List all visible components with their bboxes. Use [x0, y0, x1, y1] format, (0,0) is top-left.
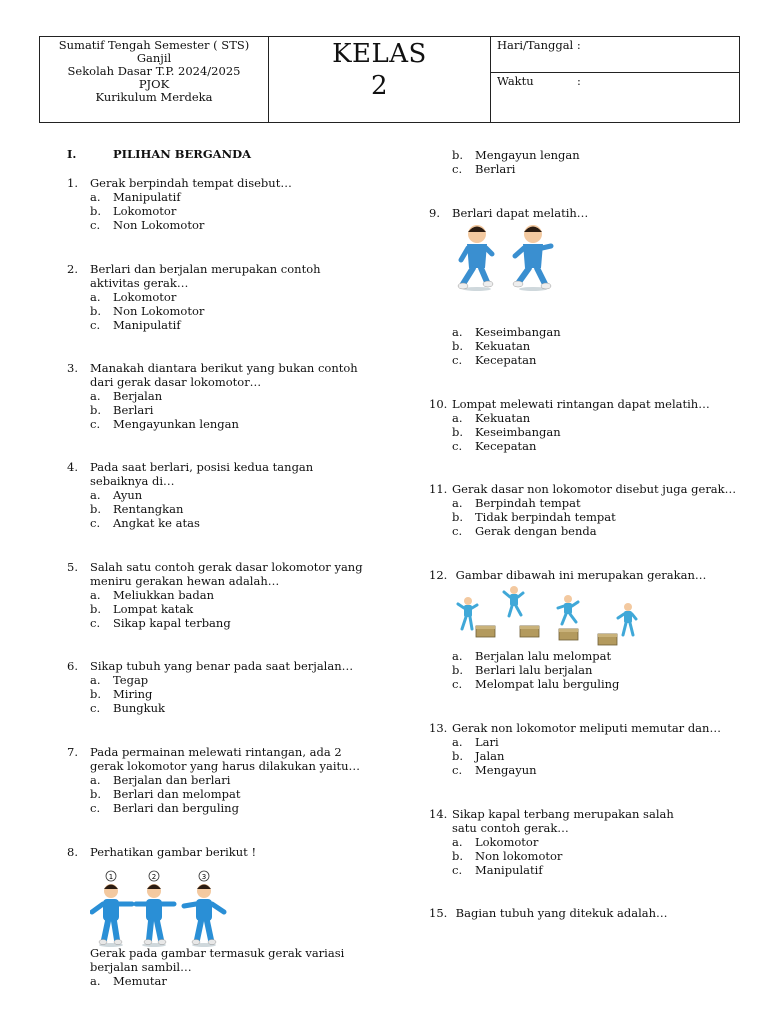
option-b[interactable]	[90, 687, 367, 701]
option-a[interactable]	[90, 773, 367, 787]
question-15	[429, 906, 729, 920]
question-text: Gambar dibawah ini merupakan gerakan…	[452, 568, 707, 582]
option-letter: b.	[90, 687, 102, 701]
question-text: Gerak berpindah tempat disebut…	[90, 176, 292, 190]
option-text: Mengayunkan lengan	[113, 417, 239, 431]
question-text: Gerak pada gambar termasuk gerak variasi berjalan sambil…	[90, 946, 345, 974]
option-text: Lokomotor	[113, 204, 177, 218]
option-text: Tegap	[113, 673, 149, 687]
option-b[interactable]	[452, 510, 739, 524]
question-1	[67, 176, 367, 232]
option-a[interactable]	[90, 290, 367, 304]
option-letter: b.	[90, 403, 102, 417]
option-text: Angkat ke atas	[113, 516, 200, 530]
figure-label-1	[106, 871, 116, 881]
question-11	[429, 482, 739, 538]
option-letter: b.	[452, 849, 464, 863]
option-a[interactable]	[90, 488, 367, 502]
option-text: Lokomotor	[113, 290, 177, 304]
option-text: Berjalan lalu melompat	[475, 649, 612, 663]
option-text: Mengayun lengan	[475, 148, 580, 162]
child-figure-2	[136, 884, 174, 947]
option-text: Tidak berpindah tempat	[475, 510, 616, 524]
date-time-cell	[491, 37, 739, 122]
option-text: Berpindah tempat	[475, 496, 581, 510]
option-letter: b.	[90, 204, 102, 218]
question-number: 13.	[429, 721, 448, 735]
option-text: Lokomotor	[475, 835, 539, 849]
question-text: Gerak dasar non lokomotor disebut juga gerak…	[452, 482, 737, 496]
class-number: 2	[370, 71, 389, 101]
semester-line: Ganjil	[136, 51, 172, 65]
option-c[interactable]	[452, 353, 561, 367]
option-c[interactable]	[90, 218, 367, 232]
option-text: Lompat katak	[113, 602, 194, 616]
section-heading	[67, 147, 251, 161]
option-text: Berlari	[113, 403, 154, 417]
question-number: 4.	[67, 460, 78, 474]
option-a[interactable]	[452, 735, 729, 749]
question-text: Gerak non lokomotor meliputi memutar dan…	[452, 721, 721, 735]
option-letter: b.	[90, 502, 102, 516]
option-c[interactable]	[90, 516, 367, 530]
option-letter: b.	[452, 339, 464, 353]
option-letter: b.	[452, 510, 464, 524]
option-letter: c.	[452, 524, 463, 538]
question-7	[67, 745, 367, 815]
question-number: 14.	[429, 807, 448, 821]
option-letter: a.	[90, 974, 101, 988]
question-number: 9.	[429, 206, 440, 220]
option-letter: c.	[90, 616, 101, 630]
question-number: 15.	[429, 906, 448, 920]
question-text: Pada saat berlari, posisi kedua tangan sebaiknya di…	[90, 460, 314, 488]
option-letter: c.	[90, 218, 101, 232]
option-c[interactable]	[90, 801, 367, 815]
time-field[interactable]	[491, 73, 739, 89]
time-colon: :	[577, 74, 581, 88]
option-letter: b.	[90, 304, 102, 318]
jumping-boxes-image	[452, 584, 642, 648]
option-letter: a.	[90, 588, 101, 602]
running-child-1	[458, 225, 493, 291]
option-letter: c.	[452, 439, 463, 453]
question-6	[67, 659, 367, 715]
question-text: Salah satu contoh gerak dasar lokomotor yang meniru gerakan hewan adalah…	[90, 560, 363, 588]
option-text: Lari	[475, 735, 499, 749]
question-text: Sikap tubuh yang benar pada saat berjalan…	[90, 659, 354, 673]
child-figure-3	[184, 884, 224, 947]
question-5	[67, 560, 367, 630]
option-text: Non Lokomotor	[113, 304, 205, 318]
question-10	[429, 397, 729, 453]
option-letter: a.	[452, 735, 463, 749]
option-text: Berlari dan melompat	[113, 787, 241, 801]
question-number: 10.	[429, 397, 448, 411]
option-b[interactable]	[452, 339, 561, 353]
option-c[interactable]	[452, 162, 580, 176]
option-c[interactable]	[452, 439, 729, 453]
question-9-options	[452, 325, 561, 367]
jumping-child-3	[558, 595, 578, 624]
question-13	[429, 721, 729, 777]
option-letter: b.	[452, 749, 464, 763]
option-a[interactable]	[90, 190, 367, 204]
landing-child-4	[618, 603, 636, 635]
option-text: Kekuatan	[475, 339, 531, 353]
option-c[interactable]	[452, 763, 729, 777]
option-b[interactable]	[90, 602, 367, 616]
question-text: Berlari dapat melatih…	[452, 206, 589, 220]
question-number: 5.	[67, 560, 78, 574]
option-b[interactable]	[90, 403, 367, 417]
box-obstacle-4	[598, 634, 617, 645]
option-c[interactable]	[452, 863, 699, 877]
option-letter: b.	[452, 425, 464, 439]
date-field[interactable]	[491, 37, 739, 73]
jumping-child-2	[504, 586, 523, 616]
figure-label-text: 2	[151, 873, 157, 881]
option-letter: c.	[90, 417, 101, 431]
running-child-2	[513, 225, 551, 291]
question-text: Manakah diantara berikut yang bukan contoh dari gerak dasar lokomotor…	[90, 361, 358, 389]
option-letter: c.	[90, 516, 101, 530]
option-text: Meliukkan badan	[113, 588, 215, 602]
question-12-options	[452, 649, 619, 691]
question-3	[67, 361, 367, 431]
option-text: Manipulatif	[113, 318, 181, 332]
option-text: Berlari lalu berjalan	[475, 663, 593, 677]
option-text: Keseimbangan	[475, 425, 561, 439]
option-letter: a.	[452, 649, 463, 663]
option-c[interactable]	[452, 677, 619, 691]
figure-label-2	[149, 871, 159, 881]
date-label: Hari/Tanggal :	[497, 38, 581, 52]
box-obstacle-1	[476, 626, 495, 637]
question-number: 7.	[67, 745, 78, 759]
option-a[interactable]	[90, 673, 367, 687]
option-text: Keseimbangan	[475, 325, 561, 339]
exam-title-line: Sumatif Tengah Semester ( STS)	[58, 38, 250, 52]
option-b[interactable]	[90, 502, 367, 516]
option-letter: c.	[452, 763, 463, 777]
option-a[interactable]	[452, 325, 561, 339]
box-obstacle-2	[520, 626, 539, 637]
option-letter: c.	[90, 801, 101, 815]
option-text: Gerak dengan benda	[475, 524, 597, 538]
option-text: Jalan	[475, 749, 505, 763]
option-a[interactable]	[452, 649, 619, 663]
box-obstacle-3	[559, 629, 578, 640]
option-letter: c.	[452, 353, 463, 367]
option-text: Non Lokomotor	[113, 218, 205, 232]
question-text: Berlari dan berjalan merupakan contoh aktivitas gerak…	[90, 262, 321, 290]
question-8-options-continued	[452, 148, 580, 176]
option-letter: a.	[90, 290, 101, 304]
option-a[interactable]	[452, 496, 739, 510]
option-c[interactable]	[452, 524, 739, 538]
option-letter: b.	[90, 602, 102, 616]
school-year-line: Sekolah Dasar T.P. 2024/2025	[67, 64, 241, 78]
option-b[interactable]	[452, 749, 729, 763]
question-text: Perhatikan gambar berikut !	[90, 845, 257, 859]
option-a[interactable]	[90, 588, 367, 602]
class-cell	[269, 37, 491, 122]
option-text: Memutar	[113, 974, 167, 988]
question-number: 1.	[67, 176, 78, 190]
question-number: 2.	[67, 262, 78, 276]
question-14	[429, 807, 699, 877]
question-8-followup	[90, 946, 367, 974]
question-9	[429, 206, 729, 220]
jumping-child-1	[458, 597, 477, 629]
question-text: Pada permainan melewati rintangan, ada 2 gerak lokomotor yang harus dilakukan yaitu…	[90, 745, 361, 773]
option-letter: c.	[90, 701, 101, 715]
option-letter: a.	[90, 673, 101, 687]
option-letter: a.	[452, 835, 463, 849]
option-text: Berjalan	[113, 389, 163, 403]
option-text: Manipulatif	[475, 863, 543, 877]
option-letter: a.	[452, 496, 463, 510]
option-a[interactable]	[90, 389, 367, 403]
option-a[interactable]	[90, 974, 367, 988]
time-label: Waktu	[497, 74, 534, 88]
option-text: Bungkuk	[113, 701, 165, 715]
question-12	[429, 568, 729, 582]
option-letter: a.	[452, 325, 463, 339]
figure-label-3	[199, 871, 209, 881]
option-letter: b.	[452, 663, 464, 677]
option-letter: c.	[452, 863, 463, 877]
question-4	[67, 460, 367, 530]
section-title: PILIHAN BERGANDA	[113, 147, 251, 161]
option-b[interactable]	[90, 304, 367, 318]
question-number: 11.	[429, 482, 448, 496]
option-letter: a.	[90, 773, 101, 787]
exam-info-cell	[40, 37, 269, 122]
child-figure-1	[92, 884, 132, 947]
question-8	[67, 845, 367, 859]
section-number: I.	[67, 147, 77, 161]
option-c[interactable]	[90, 616, 367, 630]
figure-label-text: 1	[108, 873, 114, 881]
option-letter: c.	[452, 677, 463, 691]
curriculum-line: Kurikulum Merdeka	[95, 90, 213, 104]
option-letter: a.	[90, 389, 101, 403]
option-text: Ayun	[113, 488, 143, 502]
question-number: 3.	[67, 361, 78, 375]
option-c[interactable]	[90, 318, 367, 332]
option-letter: b.	[90, 787, 102, 801]
option-letter: a.	[90, 488, 101, 502]
question-2	[67, 262, 367, 332]
option-text: Kecepatan	[475, 439, 537, 453]
option-a[interactable]	[452, 835, 699, 849]
figure-label-text: 3	[201, 873, 207, 881]
question-number: 12.	[429, 568, 448, 582]
walking-figure-image	[90, 868, 240, 948]
option-text: Non lokomotor	[475, 849, 563, 863]
option-text: Berlari dan berguling	[113, 801, 239, 815]
option-b[interactable]	[452, 663, 619, 677]
option-text: Melompat lalu berguling	[475, 677, 620, 691]
option-b[interactable]	[452, 425, 729, 439]
option-text: Berjalan dan berlari	[113, 773, 231, 787]
question-text: Lompat melewati rintangan dapat melatih…	[452, 397, 710, 411]
option-text: Miring	[113, 687, 153, 701]
option-text: Manipulatif	[113, 190, 181, 204]
option-letter: b.	[452, 148, 464, 162]
question-8-continued	[67, 946, 367, 988]
question-number: 8.	[67, 845, 78, 859]
question-number: 6.	[67, 659, 78, 673]
question-text: Sikap kapal terbang merupakan salah satu contoh gerak…	[452, 807, 674, 835]
option-text: Kekuatan	[475, 411, 531, 425]
option-b[interactable]	[90, 787, 367, 801]
option-text: Berlari	[475, 162, 516, 176]
option-letter: c.	[90, 318, 101, 332]
option-b[interactable]	[90, 204, 367, 218]
option-text: Rentangkan	[113, 502, 184, 516]
question-text: Bagian tubuh yang ditekuk adalah…	[452, 906, 668, 920]
subject-line: PJOK	[138, 77, 170, 91]
header-table	[39, 36, 740, 123]
class-label: KELAS	[332, 39, 427, 69]
option-c[interactable]	[90, 701, 367, 715]
option-a[interactable]	[452, 411, 729, 425]
option-b[interactable]	[452, 849, 699, 863]
option-text: Mengayun	[475, 763, 537, 777]
option-c[interactable]	[90, 417, 367, 431]
running-children-image	[455, 220, 570, 292]
option-letter: a.	[90, 190, 101, 204]
option-letter: c.	[452, 162, 463, 176]
option-letter: a.	[452, 411, 463, 425]
option-text: Sikap kapal terbang	[113, 616, 231, 630]
option-text: Kecepatan	[475, 353, 537, 367]
option-b[interactable]	[452, 148, 580, 162]
